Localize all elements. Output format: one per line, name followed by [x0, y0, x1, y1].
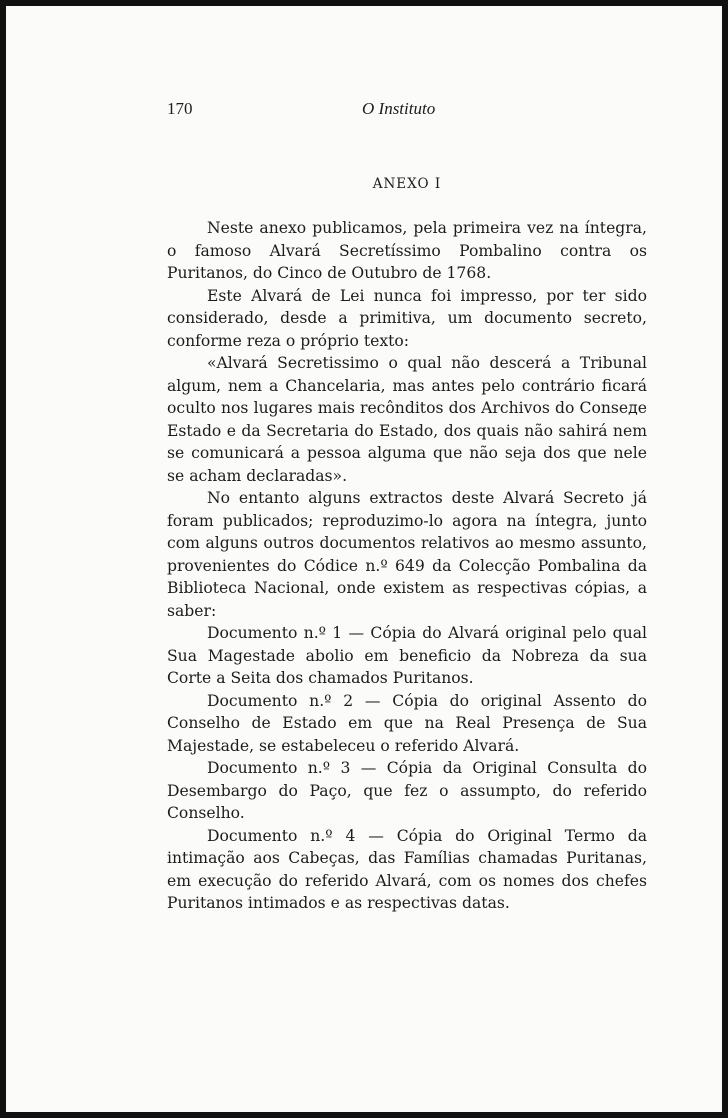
annex-title: ANEXO I — [372, 176, 442, 192]
running-title: O Instituto — [362, 99, 436, 118]
page-header — [167, 99, 647, 129]
page-number: 170 — [167, 99, 193, 118]
document-page — [167, 99, 647, 915]
paragraph-extracts: No entanto alguns extractos deste Alvará Secreto já foram publicados; reproduzimo-lo agora na íntegra, junto com alguns outros documentos relativos ao mesmo assunto, provenientes do Códice n.º 649 da Colecção Pombalina da Biblioteca Nacional, onde existem as respectivas cópias, a saber: — [167, 489, 647, 620]
paragraph-quote: «Alvará Secretissimo o qual não descerá a Tribunal algum, nem a Chancelaria, mas antes pelo contrário ficará oculto nos lugares mais recônditos dos Archivos do Conseде Estado e da Secretaria do Estado, dos quais não sahirá nem se comunicará a pessoa alguma que não seja dos que nele se acham declaradas». — [167, 354, 647, 485]
body-text — [167, 217, 647, 915]
paragraph-intro: Neste anexo publicamos, pela primeira vez na íntegra, o famoso Alvará Secretíssimo Pombalino contra os Puritanos, do Cinco de Outubro de 1768. — [167, 219, 647, 282]
paragraph-document-1: Documento n.º 1 — Cópia do Alvará original pelo qual Sua Magestade abolio em beneficio da Nobreza da sua Corte a Seita dos chamados Puritanos. — [167, 624, 647, 687]
paragraph-document-3: Documento n.º 3 — Cópia da Original Consulta do Desembargo do Paço, que fez o assumpto, do referido Conselho. — [167, 759, 647, 822]
paragraph-secret: Este Alvará de Lei nunca foi impresso, por ter sido considerado, desde a primitiva, um documento secreto, conforme reza o próprio texto: — [167, 286, 647, 350]
paragraph-document-4: Documento n.º 4 — Cópia do Original Termo da intimação aos Cabeças, das Famílias chamadas Puritanas, em execução do referido Alvará, com os nomes dos chefes Puritanos intimados e as respectivas datas. — [167, 826, 647, 912]
paragraph-document-2: Documento n.º 2 — Cópia do original Assento do Conselho de Estado em que na Real Presença de Sua Majestade, se estabeleceu o referido Alvará. — [167, 691, 647, 755]
